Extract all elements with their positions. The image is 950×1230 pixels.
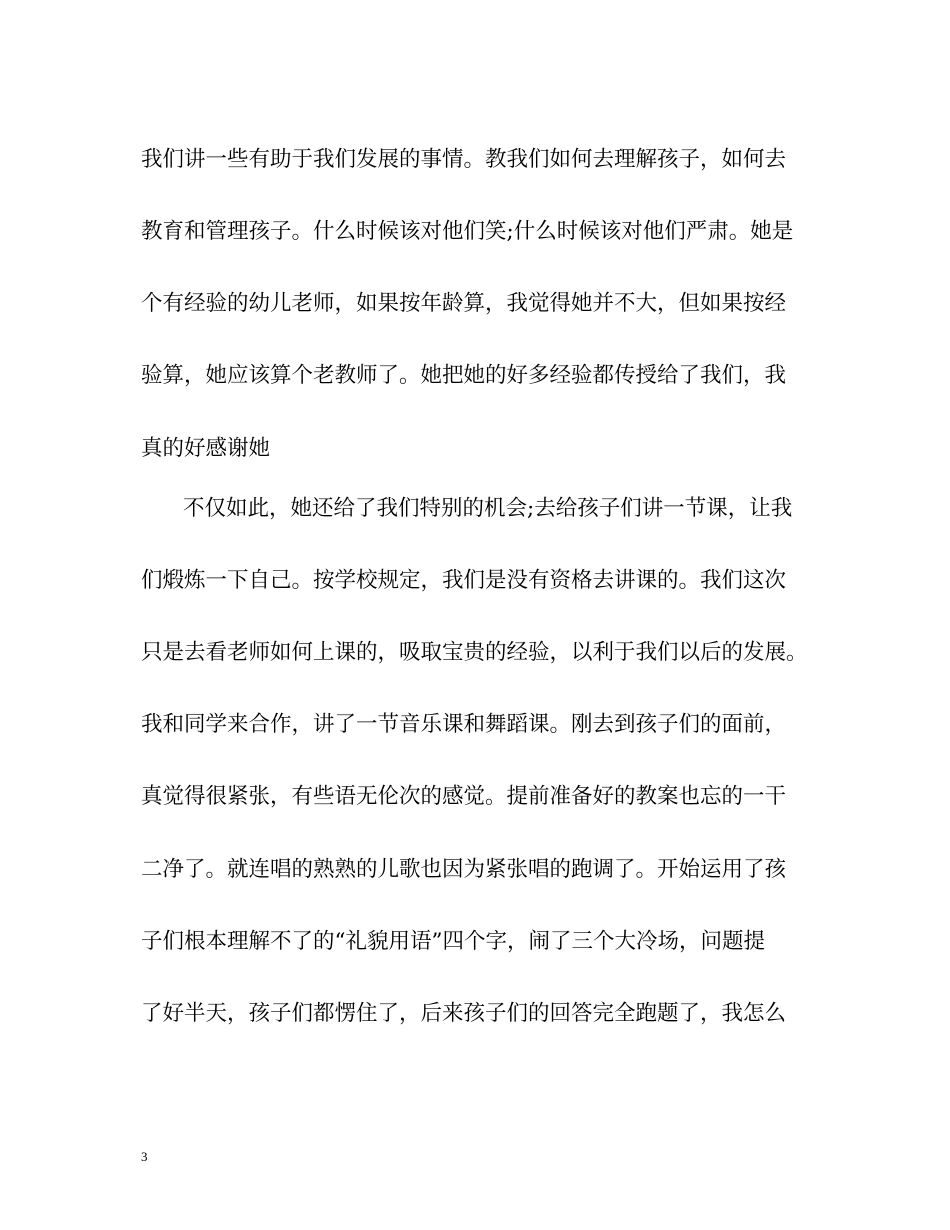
text-line: 教育和管理孩子。什么时候该对他们笑;什么时候该对他们严肃。她是 [141, 219, 794, 244]
text-line: 个有经验的幼儿老师，如果按年龄算，我觉得她并不大，但如果按经 [141, 291, 787, 316]
text-line: 真的好感谢她 [141, 436, 271, 461]
text-line: 我们讲一些有助于我们发展的事情。教我们如何去理解孩子，如何去 [141, 147, 787, 172]
text-line: 只是去看老师如何上课的，吸取宝贵的经验，以利于我们以后的发展。 [141, 640, 808, 665]
text-line: 真觉得很紧张，有些语无伦次的感觉。提前准备好的教案也忘的一干 [141, 784, 787, 809]
text-line: 验算，她应该算个老教师了。她把她的好多经验都传授给了我们，我 [141, 363, 787, 388]
paragraph-first-line: 不仅如此，她还给了我们特别的机会;去给孩子们讲一节课，让我 [183, 496, 793, 521]
page-number: 3 [141, 1149, 148, 1164]
text-line: 了好半天，孩子们都愣住了，后来孩子们的回答完全跑题了，我怎么 [141, 1001, 787, 1026]
text-line: 我和同学来合作，讲了一节音乐课和舞蹈课。刚去到孩子们的面前， [141, 712, 787, 737]
text-line: 子们根本理解不了的“礼貌用语”四个字，闹了三个大冷场，问题提 [141, 929, 765, 954]
text-line: 们煅炼一下自己。按学校规定，我们是没有资格去讲课的。我们这次 [141, 568, 787, 593]
text-line: 二净了。就连唱的熟熟的儿歌也因为紧张唱的跑调了。开始运用了孩 [141, 857, 787, 882]
